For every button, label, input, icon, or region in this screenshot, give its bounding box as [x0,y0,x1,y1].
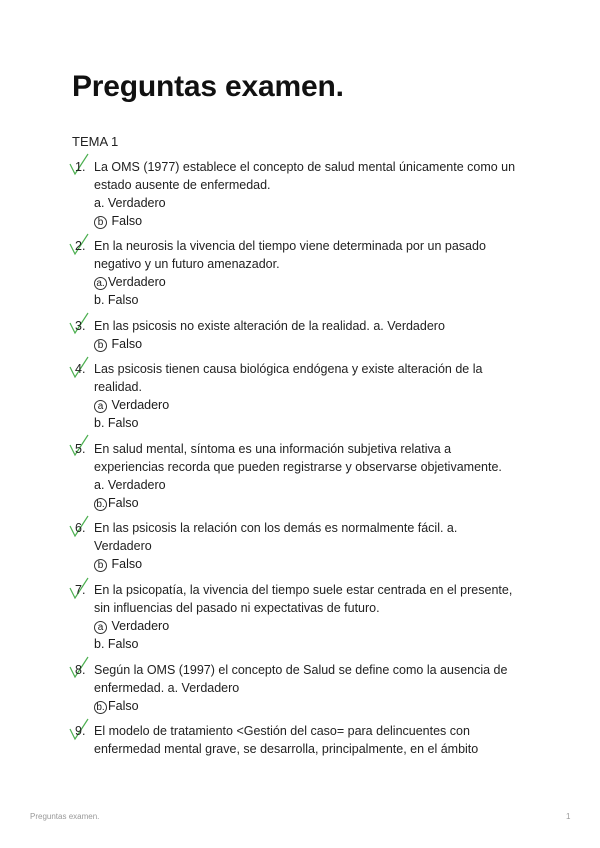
option-a: a. Verdadero [94,196,166,210]
question-text: enfermedad mental grave, se desarrolla, principalmente, en el ámbito [94,742,479,756]
question-text: En salud mental, síntoma es una información subjetiva relativa a [94,442,452,456]
question-text: La OMS (1977) establece el concepto de salud mental únicamente como un [94,160,516,174]
question-text: En la neurosis la vivencia del tiempo viene determinada por un pasado [94,239,486,253]
footer-title: Preguntas examen. [30,812,100,821]
question-text: En la psicopatía, la vivencia del tiempo suele estar centrada en el presente, [94,583,513,597]
option-b: b. Falso [94,416,139,430]
question-number: 8. [75,663,86,677]
question-text: realidad. [94,380,142,394]
answer-circle: b [94,559,107,572]
option-b: b. Falso [94,637,139,651]
option-a [94,275,166,290]
question-number: 3. [75,319,86,333]
question-text: En las psicosis no existe alteración de la realidad. a. Verdadero [94,319,445,333]
question-text: estado ausente de enfermedad. [94,178,271,192]
option-b [94,557,142,572]
option-b [94,337,142,352]
option-label: Verdadero [111,619,170,633]
page-number: 1 [566,812,571,821]
question-text: experiencias recorda que pueden registrarse y observarse objetivamente. [94,460,502,474]
option-label: Falso [111,557,143,571]
question-text: Según la OMS (1997) el concepto de Salud se define como la ausencia de [94,663,508,677]
question-number: 6. [75,521,86,535]
question-number: 2. [75,239,86,253]
section-heading: TEMA 1 [72,134,119,149]
option-label: Verdadero [111,398,170,412]
option-b [94,496,139,511]
answer-circle: b. [94,498,107,511]
question-text: enfermedad. a. Verdadero [94,681,240,695]
question-text: En las psicosis la relación con los demás es normalmente fácil. a. [94,521,458,535]
question-number: 7. [75,583,86,597]
option-b [94,699,139,714]
option-label: Falso [108,496,139,510]
option-b: b. Falso [94,293,139,307]
option-label: Verdadero [108,275,166,289]
question-text: Verdadero [94,539,152,553]
question-text: negativo y un futuro amenazador. [94,257,280,271]
answer-circle: a [94,400,107,413]
page-title: Preguntas examen. [72,70,344,103]
option-label: Falso [111,214,143,228]
answer-circle: a [94,621,107,634]
question-number: 1. [75,160,86,174]
option-a: a. Verdadero [94,478,166,492]
question-text: Las psicosis tienen causa biológica endógena y existe alteración de la [94,362,483,376]
option-b [94,214,142,229]
option-a [94,398,169,413]
answer-circle: b [94,216,107,229]
question-text: sin influencias del pasado ni expectativas de futuro. [94,601,380,615]
question-number: 9. [75,724,86,738]
question-number: 4. [75,362,86,376]
answer-circle: a. [94,277,107,290]
question-text: El modelo de tratamiento <Gestión del caso= para delincuentes con [94,724,470,738]
option-label: Falso [111,337,143,351]
option-label: Falso [108,699,139,713]
answer-circle: b [94,339,107,352]
option-a [94,619,169,634]
question-number: 5. [75,442,86,456]
answer-circle: b. [94,701,107,714]
